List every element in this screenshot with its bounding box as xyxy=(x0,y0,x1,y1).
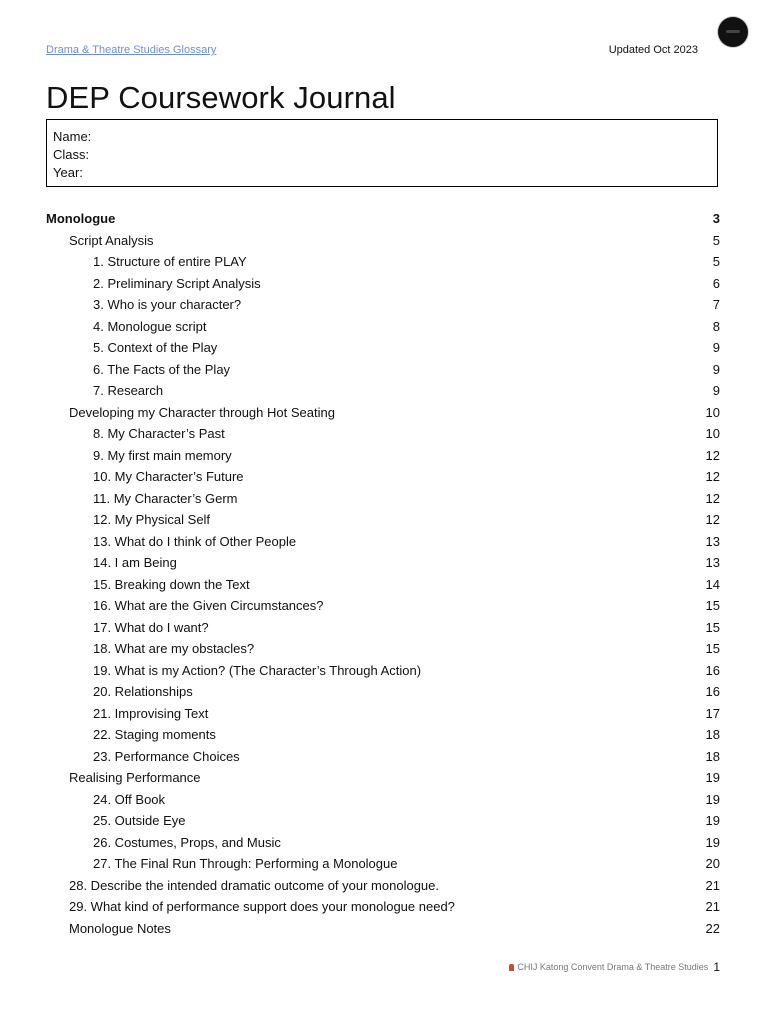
page-footer xyxy=(509,960,720,974)
toc-entry-page: 5 xyxy=(712,254,720,269)
toc-entry-page: 9 xyxy=(712,361,720,377)
toc-entry-page: 14 xyxy=(705,576,720,592)
toc-entry-page: 22 xyxy=(705,920,720,936)
toc-entry-page: 21 xyxy=(705,877,720,893)
footer-text: CHIJ Katong Convent Drama & Theatre Studies xyxy=(517,962,709,972)
toc-entry[interactable] xyxy=(46,445,720,467)
toc-entry[interactable] xyxy=(46,380,720,402)
toc-entry-page: 19 xyxy=(705,791,720,807)
toc-entry-label: 29. What kind of performance support does your monologue need? xyxy=(69,899,455,914)
toc-entry[interactable] xyxy=(46,552,720,574)
toc-entry-page: 9 xyxy=(712,383,720,398)
toc-entry[interactable] xyxy=(46,359,720,381)
toc-entry-page: 9 xyxy=(712,340,720,355)
toc-entry-page: 12 xyxy=(705,469,720,484)
toc-entry[interactable] xyxy=(46,208,720,230)
toc-entry-page: 18 xyxy=(705,727,720,742)
toc-entry-label: 10. My Character’s Future xyxy=(93,469,244,484)
toc-entry-label: 6. The Facts of the Play xyxy=(93,361,231,377)
toc-entry-page: 10 xyxy=(705,404,720,420)
toc-entry[interactable] xyxy=(46,724,720,746)
toc-entry[interactable] xyxy=(46,681,720,703)
page-number: 1 xyxy=(713,960,720,974)
toc-entry-label: 1. Structure of entire PLAY xyxy=(93,254,247,269)
toc-entry-page: 16 xyxy=(705,662,720,678)
toc-entry-label: 12. My Physical Self xyxy=(93,512,211,527)
toc-entry[interactable] xyxy=(46,337,720,359)
toc-entry-page: 17 xyxy=(705,705,720,721)
toc-entry-label: 27. The Final Run Through: Performing a Monologue xyxy=(93,856,398,871)
toc-entry[interactable] xyxy=(46,595,720,617)
toc-entry-page: 13 xyxy=(705,555,720,570)
toc-entry-label: 20. Relationships xyxy=(93,684,193,699)
toc-entry-label: 2. Preliminary Script Analysis xyxy=(93,275,261,291)
toc-entry[interactable] xyxy=(46,875,720,897)
toc-entry-label: 9. My first main memory xyxy=(93,447,232,463)
student-info-box xyxy=(46,119,718,187)
table-of-contents xyxy=(46,208,720,939)
toc-entry-label: 22. Staging moments xyxy=(93,727,216,742)
toc-entry-page: 15 xyxy=(705,619,720,635)
toc-entry-label: 8. My Character’s Past xyxy=(93,426,225,441)
toc-entry[interactable] xyxy=(46,230,720,252)
toc-entry-label: 23. Performance Choices xyxy=(93,748,240,764)
toc-entry[interactable] xyxy=(46,251,720,273)
page-title: DEP Coursework Journal xyxy=(46,80,396,115)
toc-entry[interactable] xyxy=(46,638,720,660)
toc-entry-page: 3 xyxy=(712,211,720,226)
toc-entry[interactable] xyxy=(46,316,720,338)
toc-entry-label: 13. What do I think of Other People xyxy=(93,533,297,549)
toc-entry-label: 17. What do I want? xyxy=(93,619,209,635)
toc-entry[interactable] xyxy=(46,488,720,510)
toc-entry-page: 13 xyxy=(705,533,720,549)
toc-entry-page: 21 xyxy=(705,899,720,914)
toc-entry[interactable] xyxy=(46,294,720,316)
toc-entry-label: 7. Research xyxy=(93,383,164,398)
toc-entry-label: 11. My Character’s Germ xyxy=(93,490,238,506)
toc-entry-label: 15. Breaking down the Text xyxy=(93,576,250,592)
toc-entry-page: 16 xyxy=(705,684,720,699)
toc-entry-page: 15 xyxy=(705,598,720,613)
toc-entry[interactable] xyxy=(46,832,720,854)
toc-entry[interactable] xyxy=(46,703,720,725)
toc-entry-label: Script Analysis xyxy=(69,232,154,248)
toc-entry-page: 7 xyxy=(712,297,720,312)
toc-entry[interactable] xyxy=(46,660,720,682)
toc-entry[interactable] xyxy=(46,746,720,768)
toc-entry-page: 5 xyxy=(712,232,720,248)
updated-date: Updated Oct 2023 xyxy=(608,44,698,56)
toc-entry[interactable] xyxy=(46,810,720,832)
toc-entry-page: 12 xyxy=(705,512,720,527)
toc-entry-page: 20 xyxy=(705,856,720,871)
toc-entry[interactable] xyxy=(46,789,720,811)
toc-entry-page: 8 xyxy=(712,318,720,334)
toc-entry[interactable] xyxy=(46,466,720,488)
toc-entry-page: 10 xyxy=(705,426,720,441)
school-crest-icon xyxy=(509,964,514,971)
toc-entry-label: 28. Describe the intended dramatic outcome of your monologue. xyxy=(69,877,439,893)
toc-entry[interactable] xyxy=(46,574,720,596)
toc-entry-page: 19 xyxy=(705,813,720,828)
toc-entry-label: 21. Improvising Text xyxy=(93,705,209,721)
toc-entry-label: 24. Off Book xyxy=(93,791,166,807)
toc-entry[interactable] xyxy=(46,853,720,875)
toc-entry-page: 6 xyxy=(712,275,720,291)
toc-entry-label: 16. What are the Given Circumstances? xyxy=(93,598,324,613)
toc-entry-page: 15 xyxy=(705,641,720,656)
toc-entry-page: 19 xyxy=(705,834,720,850)
toc-entry[interactable] xyxy=(46,509,720,531)
toc-entry-page: 19 xyxy=(705,770,720,785)
toc-entry[interactable] xyxy=(46,896,720,918)
name-field-label: Name: xyxy=(53,129,92,144)
toc-entry[interactable] xyxy=(46,617,720,639)
toc-entry-label: 18. What are my obstacles? xyxy=(93,641,255,656)
class-field-label: Class: xyxy=(53,147,90,162)
toc-entry[interactable] xyxy=(46,273,720,295)
toc-entry-page: 12 xyxy=(705,490,720,506)
toc-entry-label: Developing my Character through Hot Seating xyxy=(69,404,335,420)
toc-entry-label: 5. Context of the Play xyxy=(93,340,218,355)
toc-entry[interactable] xyxy=(46,531,720,553)
toc-entry-label: Monologue xyxy=(46,211,116,226)
toc-entry-page: 12 xyxy=(705,447,720,463)
toc-entry-label: Realising Performance xyxy=(69,770,201,785)
toc-entry-label: 26. Costumes, Props, and Music xyxy=(93,834,281,850)
toc-entry-label: 3. Who is your character? xyxy=(93,297,242,312)
toc-entry[interactable] xyxy=(46,402,720,424)
toc-entry-label: 19. What is my Action? (The Character’s Through Action) xyxy=(93,662,422,678)
toc-entry-label: 25. Outside Eye xyxy=(93,813,186,828)
year-field-label: Year: xyxy=(53,165,83,180)
toc-entry[interactable] xyxy=(46,767,720,789)
toc-entry[interactable] xyxy=(46,423,720,445)
school-logo-icon xyxy=(718,17,748,47)
toc-entry-label: Monologue Notes xyxy=(69,920,171,936)
toc-entry-label: 14. I am Being xyxy=(93,555,177,570)
toc-entry-page: 18 xyxy=(705,748,720,764)
toc-entry[interactable] xyxy=(46,918,720,940)
glossary-link[interactable]: Drama & Theatre Studies Glossary xyxy=(46,44,217,56)
toc-entry-label: 4. Monologue script xyxy=(93,318,207,334)
